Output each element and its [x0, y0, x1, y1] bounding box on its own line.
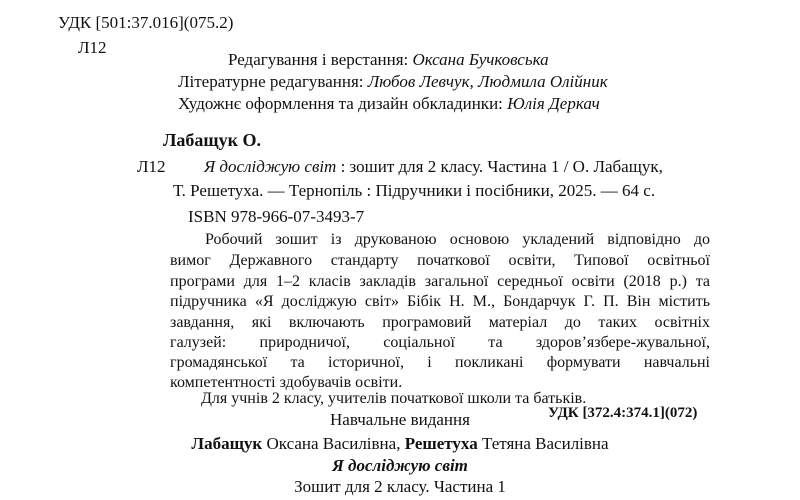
bib-title: Я досліджую світ — [204, 157, 337, 176]
bib-line-1-rest: : зошит для 2 класу. Частина 1 / О. Лабащук, — [336, 157, 663, 176]
abstract-line: підручника «Я досліджую світ» Бібік Н. М., Бондарчук Г. П. Він містить — [170, 293, 710, 310]
abstract-line: Робочий зошит із друкованою основою укладений відповідно до — [205, 231, 710, 248]
credit-editing — [228, 50, 549, 70]
author-1-surname: Лабащук — [191, 434, 263, 453]
author-heading: Лабащук О. — [163, 130, 261, 150]
abstract-line: вимог Державного стандарту початкової освіти, Типової освітньої — [170, 252, 710, 269]
authors-full — [0, 434, 800, 454]
author-2-name: Тетяна Василівна — [477, 434, 609, 453]
abstract-line: громадянської та історичної, і покликані формувати навчальні — [170, 354, 710, 371]
credit-design — [178, 94, 600, 114]
credit-editing-label: Редагування і верстання: — [228, 50, 413, 69]
credit-design-label: Художнє оформлення та дизайн обкладинки: — [178, 94, 508, 113]
credit-literary — [178, 72, 608, 92]
edition-type: Навчальне видання — [330, 410, 470, 429]
author-1-name: Оксана Василівна, — [262, 434, 405, 453]
abstract-line: програми для 1–2 класів закладів загальної середньої освіти (2018 р.) та — [170, 273, 710, 290]
credit-editing-value: Оксана Бучковська — [412, 50, 549, 69]
code-top: Л12 — [78, 38, 107, 57]
credit-literary-label: Літературне редагування: — [178, 72, 368, 91]
abstract-line: галузей: природничої, соціальної та здоров’язбере-жувальної, — [170, 334, 710, 351]
credit-literary-value: Любов Левчук, Людмила Олійник — [367, 72, 608, 91]
code-left: Л12 — [137, 157, 166, 176]
bib-line-1 — [204, 157, 663, 177]
isbn: ISBN 978-966-07-3493-7 — [188, 207, 365, 226]
book-title: Я досліджую світ — [332, 456, 468, 475]
book-subtitle: Зошит для 2 класу. Частина 1 — [294, 477, 506, 496]
udk-top: УДК [501:37.016](075.2) — [58, 13, 234, 32]
abstract-line: компетентності здобувачів освіти. — [170, 374, 403, 391]
audience: Для учнів 2 класу, учителів початкової школи та батьків. — [201, 390, 587, 407]
bib-line-2: Т. Решетуха. — Тернопіль : Підручники і посібники, 2025. — 64 с. — [173, 181, 656, 200]
author-2-surname: Решетуха — [404, 434, 478, 453]
abstract-line: завдання, які включають програмовий матеріал до таких освітніх — [170, 314, 710, 331]
credit-design-value: Юлія Деркач — [507, 94, 600, 113]
udk-bottom: УДК [372.4:374.1](072) — [548, 405, 698, 421]
